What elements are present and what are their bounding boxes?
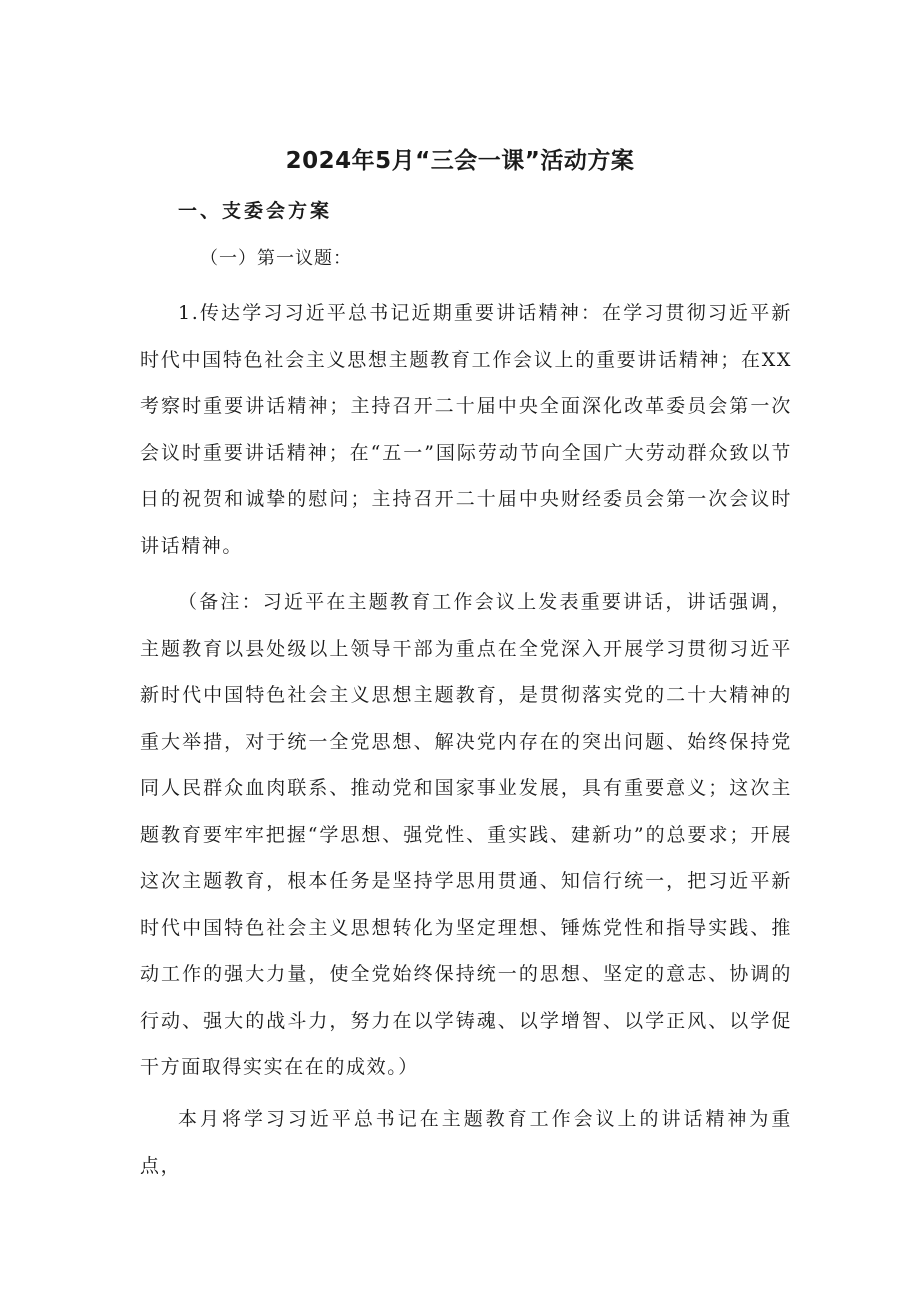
paragraph-monthly-focus: 本月将学习习近平总书记在主题教育工作会议上的讲话精神为重点， (140, 1108, 792, 1177)
paragraph-speech-spirit: 1.传达学习习近平总书记近期重要讲话精神：在学习贯彻习近平新时代中国特色社会主义思想主题教育工作会议上的重要讲话精神；在XX考察时重要讲话精神；主持召开二十届中央全面深化改革委员会第一次会议时重要讲话精神；在“五一”国际劳动节向全国广大劳动群众致以节日的祝贺和诚挚的慰问；主持召开二十届中央财经委员会第一次会议时讲话精神。 (140, 302, 792, 557)
paragraph-note: （备注：习近平在主题教育工作会议上发表重要讲话，讲话强调，主题教育以县处级以上领导干部为重点在全党深入开展学习贯彻习近平新时代中国特色社会主义思想主题教育，是贯彻落实党的二十大精神的重大举措，对于统一全党思想、解决党内存在的突出问题、始终保持党同人民群众血肉联系、推动党和国家事业发展，具有重要意义；这次主题教育要牢牢把握“学思想、强党性、重实践、建新功”的总要求；开展这次主题教育，根本任务是坚持学思用贯通、知信行统一，把习近平新时代中国特色社会主义思想转化为坚定理想、锤炼党性和指导实践、推动工作的强大力量，使全党始终保持统一的思想、坚定的意志、协调的行动、强大的战斗力，努力在以学铸魂、以学增智、以学正风、以学促干方面取得实实在在的成效。） (140, 591, 792, 1078)
section-heading-branch-committee: 一、支委会方案 (178, 200, 333, 222)
document-title: 2024年5月“三会一课”活动方案 (285, 148, 635, 174)
subsection-heading-first-topic: （一）第一议题： (200, 248, 352, 269)
